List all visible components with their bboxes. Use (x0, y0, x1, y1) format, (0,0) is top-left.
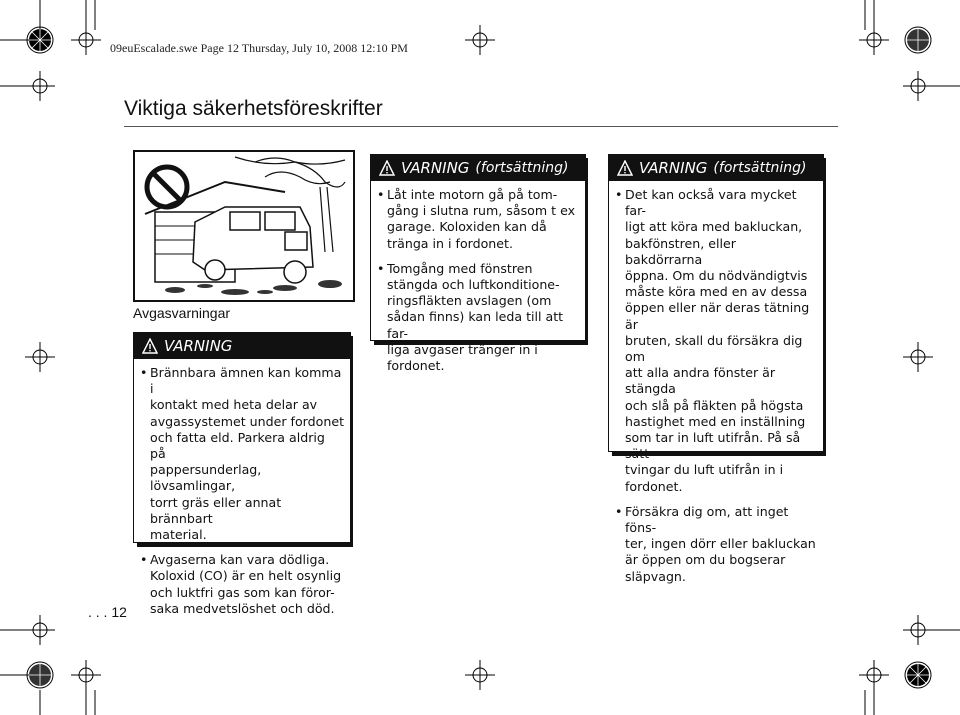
warning-icon (379, 160, 395, 176)
continued-label: (fortsättning) (475, 160, 569, 176)
warning-icon (142, 338, 158, 354)
warning-box-2 (370, 154, 586, 374)
warning-icon (617, 160, 633, 176)
warning-box-3 (608, 154, 824, 584)
warning-header (371, 155, 585, 181)
warning-box-1 (133, 332, 351, 616)
print-slug: 09euEscalade.swe Page 12 Thursday, July 10, 2008 12:10 PM (110, 41, 408, 55)
section-subheading: Avgasvarningar (133, 305, 231, 321)
prohibition-icon (147, 167, 187, 207)
warning-label: VARNING (401, 159, 470, 177)
warning-item: • Låt inte motorn gå på tom- gång i slutna rum, såsom t ex garage. Koloxiden kan då tränga in i fordonet. (377, 187, 579, 252)
garage-vehicle-illustration (133, 150, 355, 302)
warning-item: • Avgaserna kan vara dödliga. Koloxid (CO) är en helt osynlig och luktfri gas som kan föror- saka medvetslöshet och död. (140, 552, 344, 617)
page-number: . . . 12 (88, 604, 127, 620)
warning-label: VARNING (164, 337, 233, 355)
warning-item: • Det kan också vara mycket far- ligt att köra med bakluckan, bakfönstren, eller bakdörrarna öppna. Om du nödvändigtvis måste köra med en av dessa öppen eller när deras tätning är bruten, skall du försäkra dig om att alla andra fönster är stängda och slå på fläkten på högsta hastighet med en inställning som tar in luft utifrån. På så sätt tvingar du luft utifrån in i fordonet. (615, 187, 817, 495)
warning-item: • Tomgång med fönstren stängda och luftkonditione- ringsfläkten avslagen (om sådan finns) kan leda till att far- liga avgaser tränger in i fordonet. (377, 261, 579, 374)
warning-item: • Försäkra dig om, att inget föns- ter, ingen dörr eller bakluckan är öppen om du bogserar släpvagn. (615, 504, 817, 585)
title-rule (124, 126, 838, 127)
warning-header (134, 333, 350, 359)
warning-header (609, 155, 823, 181)
page-title: Viktiga säkerhetsföreskrifter (124, 97, 383, 120)
continued-label: (fortsättning) (713, 160, 807, 176)
warning-item: • Brännbara ämnen kan komma i kontakt med heta delar av avgassystemet under fordonet och fatta eld. Parkera aldrig på pappersunderlag, lövsamlingar, torrt gräs eller annat brännbart material. (140, 365, 344, 543)
warning-label: VARNING (639, 159, 708, 177)
